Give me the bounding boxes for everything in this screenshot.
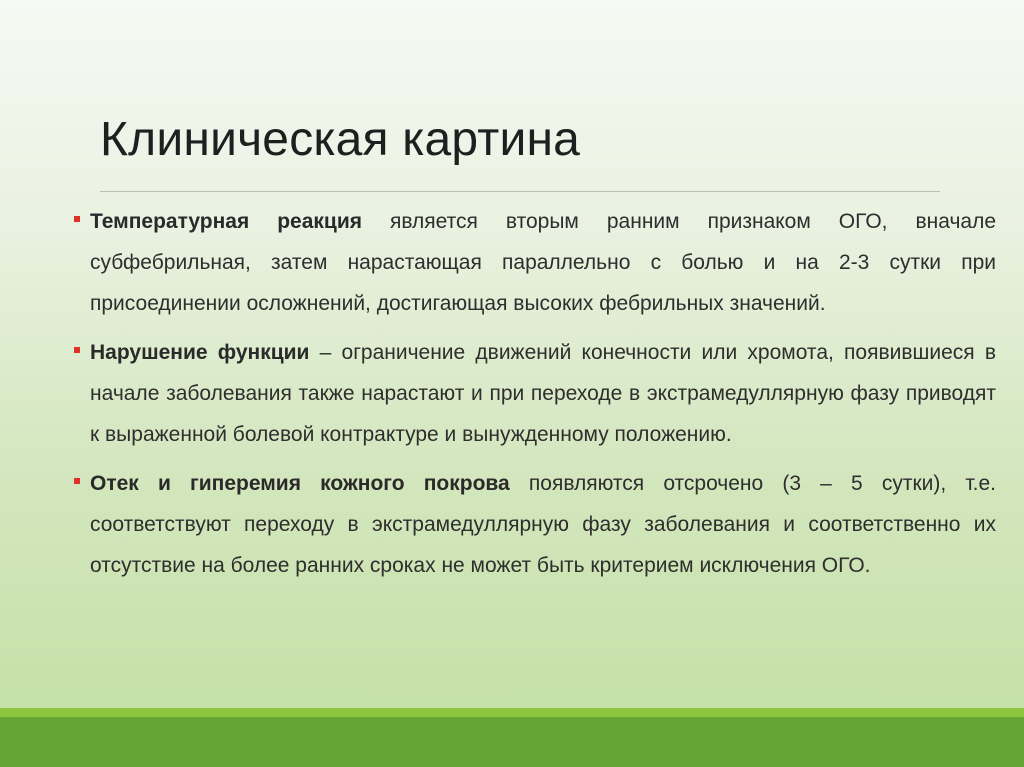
bullet-term: Отек и гиперемия кожного покрова xyxy=(90,472,510,495)
slide-title: Клиническая картина xyxy=(100,113,581,166)
bullet-item xyxy=(74,332,996,455)
footer-band-light xyxy=(0,708,1024,717)
square-bullet-icon xyxy=(74,478,80,484)
bullet-text: является вторым ранним признаком ОГО, вначале субфебрильная, затем нарастающая параллельно с болью и на 2-3 сутки при присоединении осложнений, достигающая высоких фебрильных значений. xyxy=(90,210,996,315)
square-bullet-icon xyxy=(74,216,80,222)
bullet-item xyxy=(74,201,996,324)
bullet-list xyxy=(74,201,996,594)
bullet-text: – ограничение движений конечности или хромота, появившиеся в начале заболевания также нарастают и при переходе в экстрамедуллярную фазу приводят к выраженной болевой контрактуре и вынужденному положению. xyxy=(90,341,996,446)
bullet-item xyxy=(74,463,996,586)
bullet-term: Температурная реакция xyxy=(90,210,363,233)
square-bullet-icon xyxy=(74,347,80,353)
bullet-text: появляются отсрочено (3 – 5 сутки), т.е. соответствуют переходу в экстрамедуллярную фазу заболевания и соответственно их отсутствие на более ранних сроках не может быть критерием исключения ОГО. xyxy=(90,472,996,577)
bullet-term: Нарушение функции xyxy=(90,341,310,364)
footer-band-dark xyxy=(0,717,1024,767)
title-divider xyxy=(100,191,940,192)
